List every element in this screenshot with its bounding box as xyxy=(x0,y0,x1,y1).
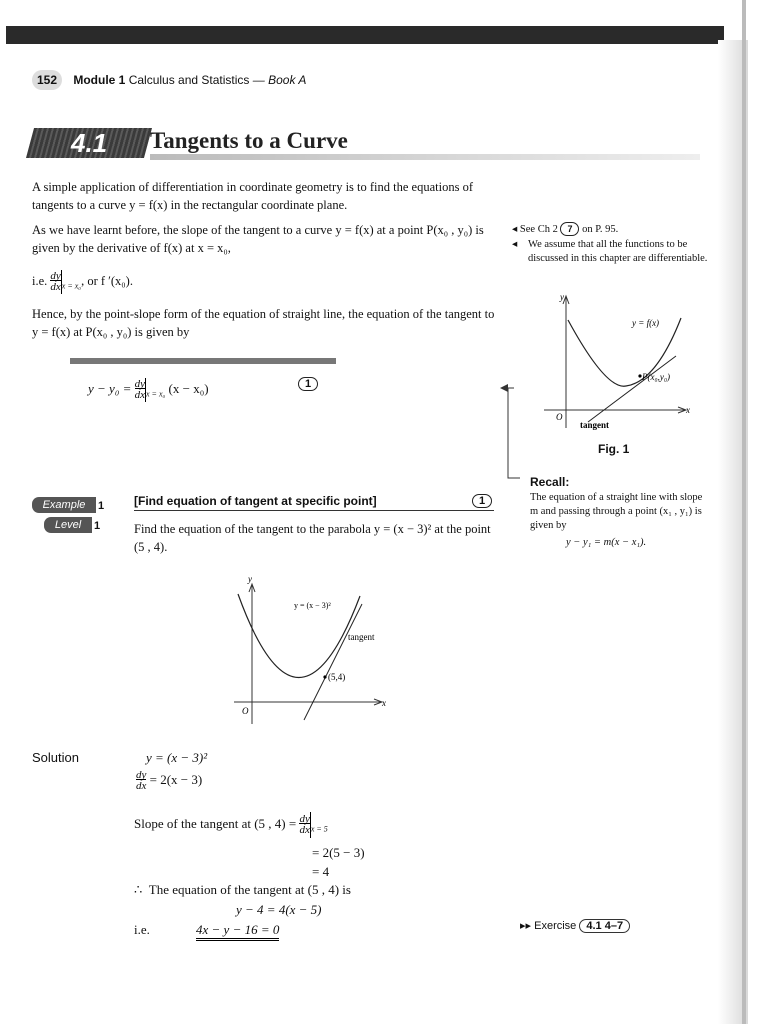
ex-tangent-line xyxy=(304,604,362,720)
recall-title: Recall: xyxy=(530,475,570,489)
side-note-1: ◂ See Ch 2 7 on P. 95. xyxy=(512,224,619,235)
equation-divider-bar xyxy=(70,358,336,364)
section-title-underline xyxy=(150,154,700,160)
top-border-bar xyxy=(6,26,724,44)
ex-x-label: x xyxy=(382,698,386,708)
equation-tag-1: 1 xyxy=(298,374,318,392)
fig1-curve-label: y = f(x) xyxy=(632,318,660,328)
section-title: Tangents to a Curve xyxy=(150,128,348,153)
fig1-tangent-label: tangent xyxy=(580,420,609,430)
running-header xyxy=(32,70,306,90)
solution-line-2: $\frac{dy}{dx} = 2(x - 3)$ xyxy=(136,769,203,792)
ex-origin: O xyxy=(242,706,249,716)
tangent-equation: $y - y_0 = \frac{dy}{dx}_{x = x_0}$ (x − x₀) xyxy=(88,378,209,401)
example-badge: Example 1 xyxy=(32,496,106,514)
book-suffix: — Book A xyxy=(252,73,307,87)
solution-ie: i.e. xyxy=(134,922,150,937)
figure-1-caption: Fig. 1 xyxy=(598,442,630,456)
solution-therefore: ∴ The equation of the tangent at (5 , 4) is xyxy=(134,882,351,897)
ex-point xyxy=(323,675,326,678)
intro-paragraph-3: Hence, by the point-slope form of the equation of straight line, the equation of the tangent to y = f(x) at P(x₀ , y₀) is given by xyxy=(32,307,495,339)
recall-text: The equation of a straight line with slope m and passing through a point (x₁ , y₁) is given by xyxy=(530,492,703,531)
solution-line-7: y − 4 = 4(x − 5) xyxy=(236,902,322,917)
intro-paragraph-1: A simple application of differentiation in coordinate geometry is to find the equations of tangents to a curve y = f(x) in the rectangular coordinate plane. xyxy=(32,180,473,212)
fig1-origin: O xyxy=(556,412,563,422)
example-heading-rule xyxy=(134,510,494,511)
ex-curve-label: y = (x − 3)² xyxy=(294,601,331,610)
solution-label: Solution xyxy=(32,750,79,765)
fast-forward-icon: ▸▸ xyxy=(520,920,532,932)
ex-y-label: y xyxy=(248,574,252,584)
fig1-tangent-line xyxy=(588,356,676,422)
figure-1-graph xyxy=(536,290,712,435)
fig1-x-label: x xyxy=(686,405,690,415)
solution-line-5: = 4 xyxy=(312,864,330,879)
book-title: Calculus and Statistics xyxy=(128,73,250,87)
book-spine xyxy=(742,0,746,1024)
solution-line-1: y = (x − 3)² xyxy=(146,750,208,765)
section-number-badge: 4.1 xyxy=(26,128,152,158)
ex-point-label: (5,4) xyxy=(328,672,346,682)
example-graph xyxy=(226,574,396,730)
fig1-y-label: y xyxy=(560,292,564,302)
fig1-point-label: P(x₀,y₀) xyxy=(642,372,670,382)
recall-formula: y − y₁ = m(x − x₁). xyxy=(566,537,647,548)
connector-arrow xyxy=(496,382,526,482)
intro-paragraph-2: As we have learnt before, the slope of the tangent to a curve y = f(x) at a point P(x₀ , y₀) is given by the derivative of f(x) at x = x₀, xyxy=(32,223,484,255)
exercise-link[interactable]: ▸▸ Exercise 4.1 4–7 xyxy=(520,919,630,933)
example-heading: [Find equation of tangent at specific point] xyxy=(134,494,377,508)
example-tag: 1 xyxy=(472,491,492,509)
example-question: Find the equation of the tangent to the parabola y = (x − 3)² at the point (5 , 4). xyxy=(134,522,491,554)
solution-final-answer: 4x − y − 16 = 0 xyxy=(196,922,279,941)
solution-line-4: = 2(5 − 3) xyxy=(312,845,365,860)
page-number: 152 xyxy=(32,70,62,90)
solution-line-3: Slope of the tangent at (5 , $4) = \frac{dy}{dx}_{x = 5}$ xyxy=(134,813,328,836)
module-label: Module 1 xyxy=(73,73,126,87)
level-badge: Level 1 xyxy=(44,516,102,534)
ex-tangent-label: tangent xyxy=(348,632,375,642)
derivative-notation: i.e. $\frac{dy}{dx}_{x = x_0}$, or f ′(x₀). xyxy=(32,270,133,293)
side-note-2: ◂ We assume that all the functions to be discussed in this chapter are differentiable. xyxy=(512,239,708,264)
